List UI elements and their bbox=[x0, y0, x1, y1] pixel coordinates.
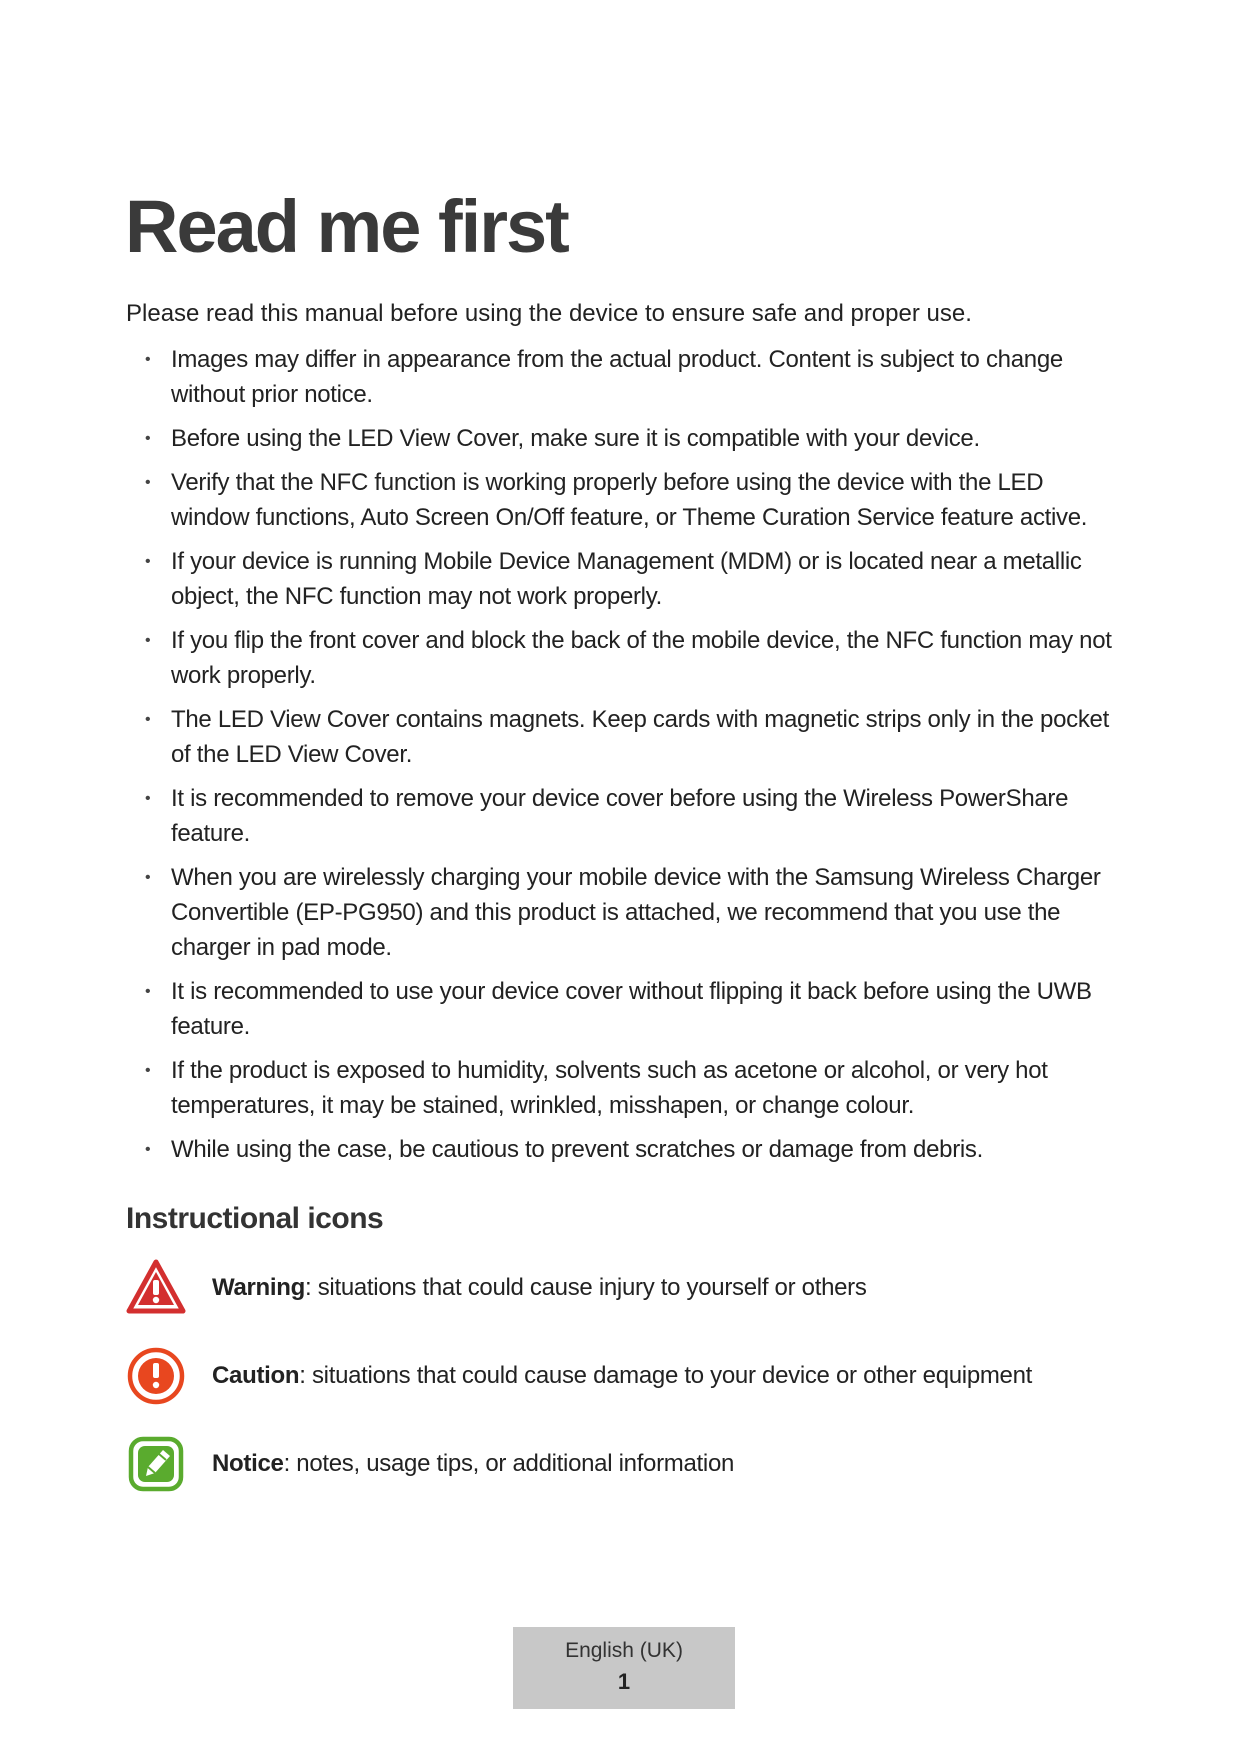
section-heading-instructional-icons: Instructional icons bbox=[126, 1202, 384, 1235]
bullet-icon: • bbox=[145, 632, 151, 649]
list-item-text: When you are wirelessly charging your mobile device with the Samsung Wireless Charger Convertible (EP-PG950) and this product is attached, we recommend that you use the charger in pad mode. bbox=[171, 864, 1101, 961]
bullet-icon: • bbox=[145, 983, 151, 1000]
list-item-text: The LED View Cover contains magnets. Keep cards with magnetic strips only in the pocket of the LED View Cover. bbox=[171, 706, 1109, 768]
list-item bbox=[126, 860, 1126, 965]
page-title: Read me first bbox=[125, 185, 568, 268]
list-item bbox=[126, 342, 1126, 412]
list-item-text: If your device is running Mobile Device Management (MDM) or is located near a metallic object, the NFC function may not work properly. bbox=[171, 548, 1082, 610]
list-item-text: It is recommended to use your device cover without flipping it back before using the UWB feature. bbox=[171, 978, 1092, 1040]
list-item bbox=[126, 702, 1126, 772]
bullet-icon: • bbox=[145, 474, 151, 491]
bullet-icon: • bbox=[145, 1141, 151, 1158]
list-item bbox=[126, 465, 1126, 535]
list-item bbox=[126, 974, 1126, 1044]
intro-text: Please read this manual before using the device to ensure safe and proper use. bbox=[126, 300, 972, 327]
list-item-text: While using the case, be cautious to prevent scratches or damage from debris. bbox=[171, 1136, 983, 1163]
list-item bbox=[126, 1132, 1126, 1167]
bullet-icon: • bbox=[145, 553, 151, 570]
warning-description bbox=[212, 1274, 867, 1302]
bullet-icon: • bbox=[145, 790, 151, 807]
caution-description bbox=[212, 1362, 1032, 1390]
notice-pen-icon bbox=[126, 1434, 186, 1494]
footer-language: English (UK) bbox=[565, 1639, 683, 1662]
list-item bbox=[126, 1053, 1126, 1123]
bullet-icon: • bbox=[145, 869, 151, 886]
caution-text: : situations that could cause damage to your device or other equipment bbox=[299, 1362, 1033, 1389]
notice-description bbox=[212, 1450, 734, 1478]
list-item bbox=[126, 623, 1126, 693]
list-item-text: Before using the LED View Cover, make sure it is compatible with your device. bbox=[171, 425, 980, 452]
list-item bbox=[126, 544, 1126, 614]
list-item-text: It is recommended to remove your device cover before using the Wireless PowerShare feature. bbox=[171, 785, 1069, 847]
caution-row bbox=[126, 1346, 1126, 1406]
list-item-text: Images may differ in appearance from the actual product. Content is subject to change without prior notice. bbox=[171, 346, 1063, 408]
notice-label: Notice bbox=[212, 1450, 284, 1477]
warning-triangle-icon bbox=[126, 1258, 186, 1318]
bullet-icon: • bbox=[145, 351, 151, 368]
caution-circle-icon bbox=[126, 1346, 186, 1406]
page-number: 1 bbox=[617, 1669, 631, 1694]
caution-label: Caution bbox=[212, 1362, 300, 1389]
bullet-icon: • bbox=[145, 711, 151, 728]
warning-label: Warning bbox=[212, 1274, 305, 1301]
notice-row bbox=[126, 1434, 1126, 1494]
warning-text: : situations that could cause injury to yourself or others bbox=[305, 1274, 867, 1301]
list-item bbox=[126, 421, 1126, 456]
bullet-icon: • bbox=[145, 430, 151, 447]
list-item-text: If you flip the front cover and block the back of the mobile device, the NFC function may not work properly. bbox=[171, 627, 1112, 689]
list-item-text: If the product is exposed to humidity, solvents such as acetone or alcohol, or very hot temperatures, it may be stained, wrinkled, misshapen, or change colour. bbox=[171, 1057, 1048, 1119]
list-item bbox=[126, 781, 1126, 851]
warning-row bbox=[126, 1258, 1126, 1318]
page-footer bbox=[513, 1627, 735, 1709]
bullet-icon: • bbox=[145, 1062, 151, 1079]
notice-text: : notes, usage tips, or additional information bbox=[283, 1450, 735, 1477]
bullet-list bbox=[126, 342, 1126, 1176]
list-item-text: Verify that the NFC function is working properly before using the device with the LED window functions, Auto Screen On/Off feature, or Theme Curation Service feature active. bbox=[171, 469, 1088, 531]
